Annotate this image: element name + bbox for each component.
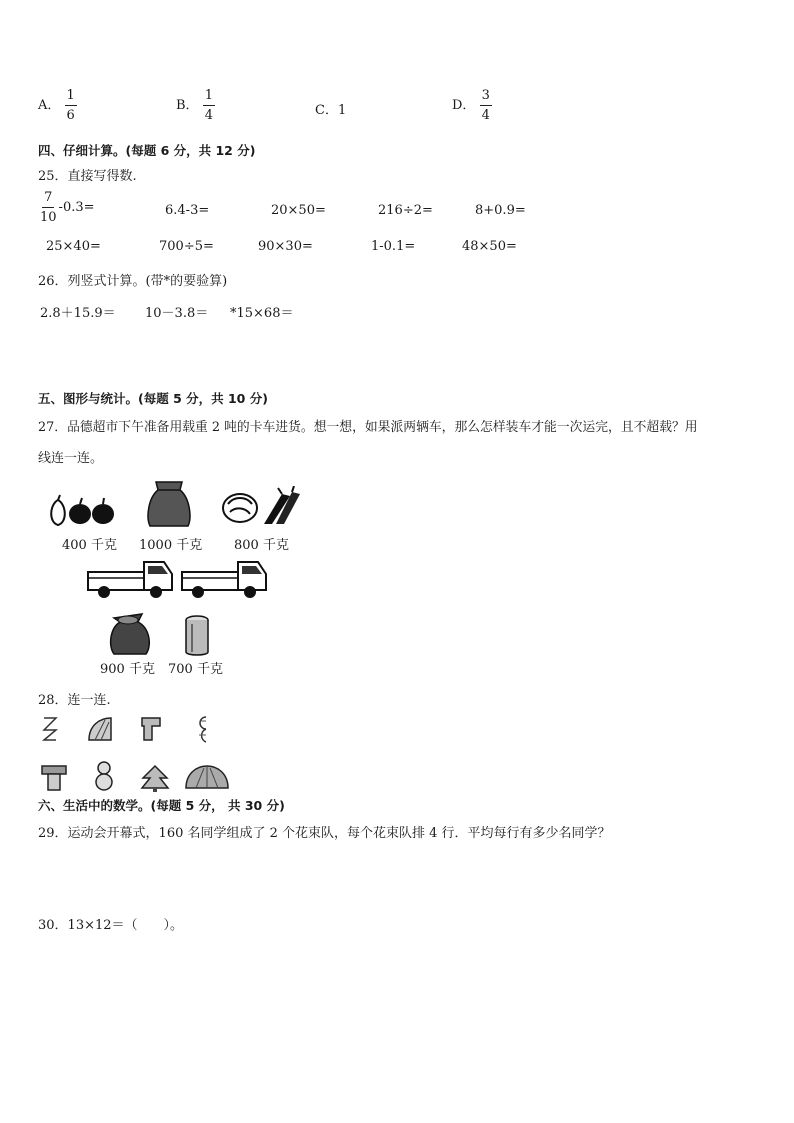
section-heading: 六、生活中的数学。(每题 5 分， 共 30 分) <box>38 798 285 813</box>
option-d: D． $\frac{3}{4}$ <box>452 88 490 123</box>
calc-item: 20×50= <box>271 203 326 218</box>
calc-item: 700÷5= <box>159 239 214 254</box>
question-prompt: 26．列竖式计算。(带*的要验算) <box>38 274 228 289</box>
section-heading: 四、仔细计算。(每题 6 分，共 12 分) <box>38 143 256 158</box>
partial-shape-icon <box>40 716 60 742</box>
umbrella-icon <box>184 764 230 792</box>
calc-item: 8+0.9= <box>475 203 526 218</box>
option-a: A． $\frac{1}{6}$ <box>38 88 75 123</box>
sack-icon <box>146 478 192 528</box>
truck-icon <box>86 558 176 602</box>
half-umbrella-icon <box>87 716 113 742</box>
question-prompt: 30．13×12＝（ ）。 <box>38 918 184 933</box>
goods-weight-label: 700 千克 <box>168 662 223 677</box>
question-prompt: 25．直接写得数. <box>38 169 137 184</box>
calc-item: 90×30= <box>258 239 313 254</box>
section-heading: 五、图形与统计。(每题 5 分，共 10 分) <box>38 391 268 406</box>
question-prompt: 28．连一连. <box>38 693 111 708</box>
goods-weight-label: 1000 千克 <box>139 538 203 553</box>
vertical-calc-item: 10－3.8＝ <box>145 306 209 321</box>
calc-item: 6.4-3= <box>165 203 210 218</box>
fraction: $\frac{1}{4}$ <box>204 88 213 123</box>
tree-icon <box>140 764 170 792</box>
sack-icon <box>108 612 154 656</box>
question-prompt: 29．运动会开幕式，160 名同学组成了 2 个花束队，每个花束队排 4 行．平均每行有多少名同学？ <box>38 826 611 841</box>
question-prompt: 27．品德超市下午准备用载重 2 吨的卡车进货。想一想，如果派两辆车，那么怎样装车才能一次运完，且不超载？用 <box>38 420 698 435</box>
fraction: $\frac{1}{6}$ <box>66 88 75 123</box>
calc-item: $\frac{7}{10}$ -0.3= <box>40 190 95 225</box>
vegetables-icon <box>220 486 302 526</box>
half-house-icon <box>140 716 162 742</box>
house-icon <box>40 764 68 792</box>
half-snowman-icon <box>194 715 212 743</box>
calc-item: 1-0.1= <box>371 239 416 254</box>
snowman-icon <box>93 760 115 792</box>
fraction: $\frac{7}{10}$ <box>40 190 57 225</box>
barrel-icon <box>182 614 212 658</box>
vertical-calc-item: *15×68＝ <box>230 306 294 321</box>
calc-item: 216÷2= <box>378 203 433 218</box>
fruit-icon <box>46 494 120 528</box>
option-b: B． $\frac{1}{4}$ <box>176 88 213 123</box>
question-prompt-cont: 线连一连。 <box>38 451 104 466</box>
goods-weight-label: 900 千克 <box>100 662 155 677</box>
vertical-calc-item: 2.8＋15.9＝ <box>40 306 116 321</box>
goods-weight-label: 800 千克 <box>234 538 289 553</box>
fraction: $\frac{3}{4}$ <box>481 88 490 123</box>
option-c: C．1 <box>315 103 347 118</box>
calc-item: 48×50= <box>462 239 517 254</box>
calc-item: 25×40= <box>46 239 101 254</box>
truck-icon <box>180 558 270 602</box>
goods-weight-label: 400 千克 <box>62 538 117 553</box>
